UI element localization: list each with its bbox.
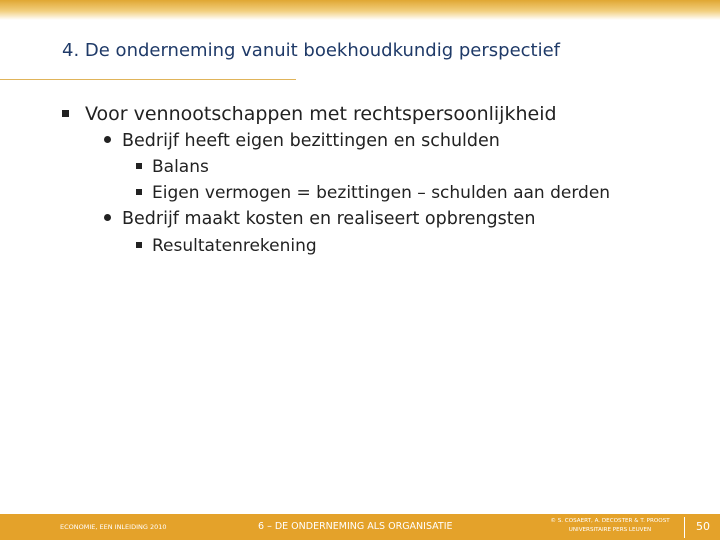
- footer-course-title: ECONOMIE, EEN INLEIDING 2010: [60, 523, 167, 531]
- bullet-level2: [104, 209, 535, 229]
- header-band: [0, 0, 720, 20]
- footer-copyright: [540, 517, 680, 535]
- dot-bullet-icon: [104, 136, 111, 143]
- footer-divider: [684, 517, 685, 538]
- footer-chapter-title: 6 – DE ONDERNEMING ALS ORGANISATIE: [258, 521, 453, 532]
- square-bullet-icon: [62, 110, 69, 117]
- bullet-level3: [136, 236, 317, 256]
- bullet-text: Balans: [152, 157, 209, 177]
- square-bullet-icon: [136, 242, 142, 248]
- square-bullet-icon: [136, 163, 142, 169]
- bullet-text: Eigen vermogen = bezittingen – schulden aan derden: [152, 183, 611, 203]
- bullet-level2: [104, 131, 500, 151]
- slide-title: 4. De onderneming vanuit boekhoudkundig perspectief: [62, 40, 561, 61]
- footer-bar: [0, 514, 720, 540]
- bullet-text: Bedrijf maakt kosten en realiseert opbrengsten: [122, 209, 536, 229]
- footer-copyright-publisher: UNIVERSITAIRE PERS LEUVEN: [568, 527, 652, 533]
- bullet-text: Bedrijf heeft eigen bezittingen en schulden: [122, 131, 500, 151]
- bullet-level1: [62, 103, 557, 125]
- bullet-text: Resultatenrekening: [152, 236, 317, 256]
- footer-copyright-authors: © S. COSAERT, A. DECOSTER & T. PROOST: [550, 518, 670, 524]
- page-number: 50: [696, 520, 710, 533]
- bullet-level3: [136, 157, 209, 177]
- square-bullet-icon: [136, 189, 142, 195]
- bullet-level3: [136, 183, 610, 203]
- title-divider: [0, 79, 296, 80]
- bullet-text: Voor vennootschappen met rechtspersoonlijkheid: [85, 103, 557, 125]
- dot-bullet-icon: [104, 214, 111, 221]
